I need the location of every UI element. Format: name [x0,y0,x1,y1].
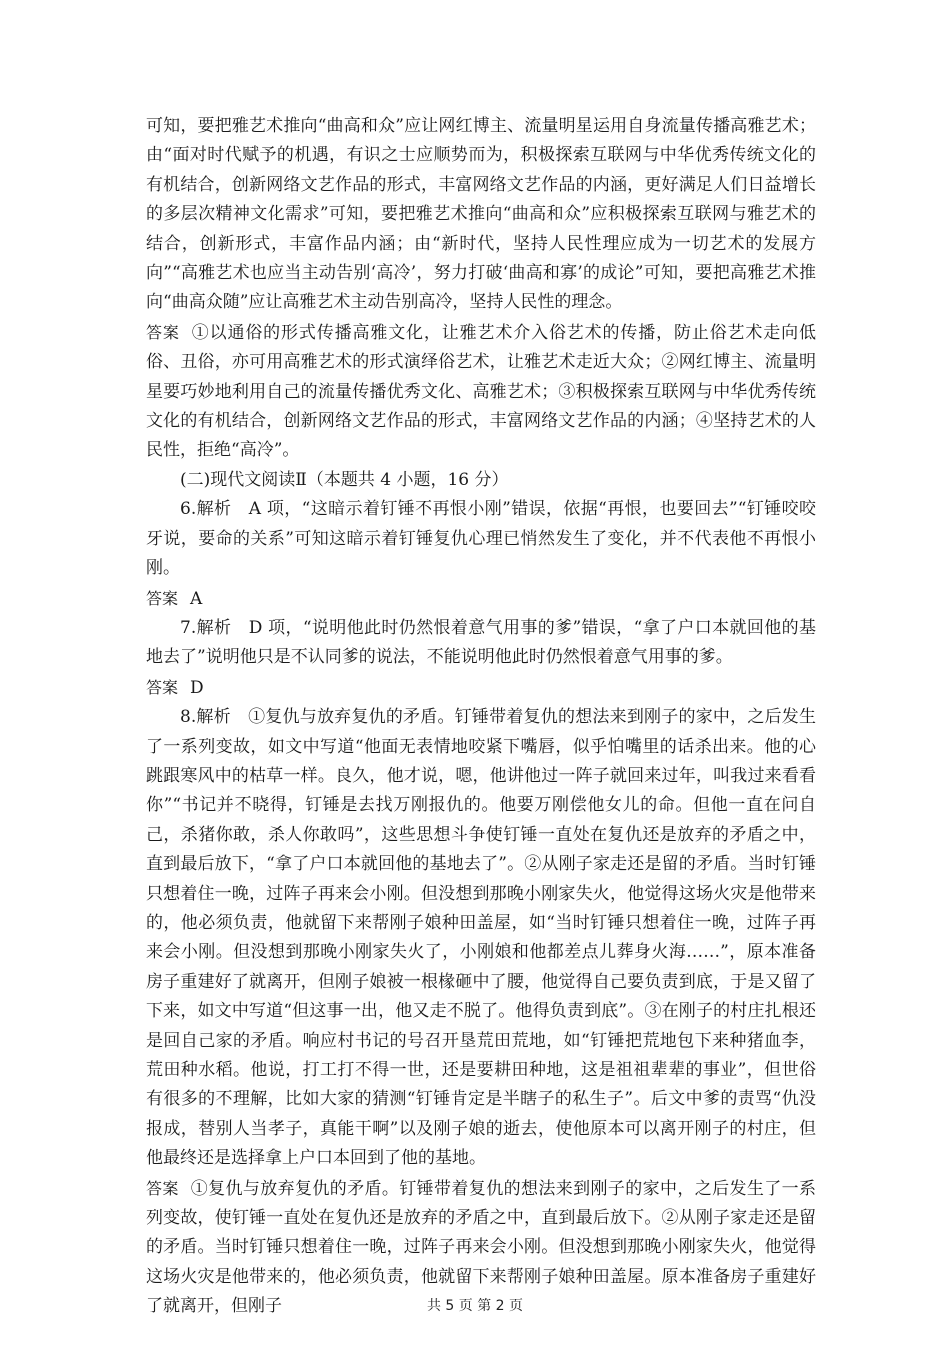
q6-answer-text: A [190,588,203,609]
document-body [146,112,816,1322]
q8-answer-label: 答案 [146,1178,179,1198]
q7-analysis: 7.解析 D 项，“说明他此时仍然恨着意气用事的爹”错误，“拿了户口本就回他的基地去了”说明他只是不认同爹的说法，不能说明他此时仍然恨着意气用事的爹。 [146,617,816,668]
intro-paragraph: 可知，要把雅艺术推向“曲高和众”应让网红博主、流量明星运用自身流量传播高雅艺术；由“面对时代赋予的机遇，有识之士应顺势而为，积极探索互联网与中华优秀传统文化的有机结合，创新网络文艺作品的形式，丰富网络文艺作品的内涵，更好满足人们日益增长的多层次精神文化需求”可知，要把雅艺术推向“曲高和众”应积极探索互联网与雅艺术的结合，创新形式，丰富作品内涵；由“新时代，坚持人民性理应成为一切艺术的发展方向”“高雅艺术也应当主动告别‘高冷’，努力打破‘曲高和寡’的成论”可知，要把高雅艺术推向“曲高众随”应让高雅艺术主动告别高冷，坚持人民性的理念。 [146,116,816,313]
q6-answer [146,584,816,614]
q7-answer [146,673,816,703]
section-title: (二)现代文阅读Ⅱ（本题共 4 小题，16 分） [180,469,509,490]
q8-analysis: 8.解析 ①复仇与放弃复仇的矛盾。钉锤带着复仇的想法来到刚子的家中，之后发生了一系列变故，如文中写道“他面无表情地咬紧下嘴唇，似乎怕嘴里的话杀出来。他的心跳跟寒风中的枯草一样。良久，他才说，嗯，他讲他过一阵子就回来过年，叫我过来看看你”“书记并不晓得，钉锤是去找万刚报仇的。他要万刚偿他女儿的命。但他一直在问自己，杀猪你敢，杀人你敢吗”，这些思想斗争使钉锤一直处在复仇还是放弃的矛盾之中，直到最后放下，“拿了户口本就回他的基地去了”。②从刚子家走还是留的矛盾。当时钉锤只想着住一晚，过阵子再来会小刚。但没想到那晚小刚家失火，他觉得这场火灾是他带来的，他必须负责，他就留下来帮刚子娘种田盖屋，如“当时钉锤只想着住一晚，过阵子再来会小刚。但没想到那晚小刚家失火了，小刚娘和他都差点儿葬身火海……”，原本准备房子重建好了就离开，但刚子娘被一根椽砸中了腰，他觉得自己要负责到底，于是又留了下来，如文中写道“但这事一出，他又走不脱了。他得负责到底”。③在刚子的村庄扎根还是回自己家的矛盾。响应村书记的号召开垦荒田荒地，如“钉锤把荒地包下来种猪血李，荒田种水稻。他说，打工打不得一世，还是要耕田种地，这是祖祖辈辈的事业”，但世俗有很多的不理解，比如大家的猜测“钉锤肯定是半瞎子的私生子”。后文中爹的责骂“仇没报成，替别人当孝子，真能干啊”以及刚子娘的逝去，使他原本可以离开刚子的村庄，但他最终还是选择拿上户口本回到了他的基地。 [146,707,816,1169]
answer-5 [146,318,816,466]
answer-5-text: ①以通俗的形式传播高雅文化，让雅艺术介入俗艺术的传播，防止俗艺术走向低俗、丑俗，亦可用高雅艺术的形式演绎俗艺术，让雅艺术走近大众；②网红博主、流量明星要巧妙地利用自己的流量传播优秀文化、高雅艺术；③积极探索互联网与中华优秀传统文化的有机结合，创新网络文艺作品的形式，丰富网络文艺作品的内涵；④坚持艺术的人民性，拒绝“高冷”。 [146,322,816,461]
q7-answer-label: 答案 [146,677,179,697]
q7-answer-text: D [190,677,204,698]
answer-5-label: 答案 [146,322,180,342]
page-footer: 共 5 页 第 2 页 [426,1298,524,1314]
q6-answer-label: 答案 [146,588,179,608]
q8-answer-text: ①复仇与放弃复仇的矛盾。钉锤带着复仇的想法来到刚子的家中，之后发生了一系列变故，使钉锤一直处在复仇还是放弃的矛盾之中，直到最后放下。②从刚子家走还是留的矛盾。当时钉锤只想着住一晚，过阵子再来会小刚。但没想到那晚小刚家失火，他觉得这场火灾是他带来的，他必须负责，他就留下来帮刚子娘种田盖屋。原本准备房子重建好了就离开，但刚子 [146,1178,816,1317]
q6-analysis: 6.解析 A 项，“这暗示着钉锤不再恨小刚”错误，依据“再恨，也要回去”“钉锤咬咬牙说，要命的关系”可知这暗示着钉锤复仇心理已悄然发生了变化，并不代表他不再恨小刚。 [146,499,816,579]
